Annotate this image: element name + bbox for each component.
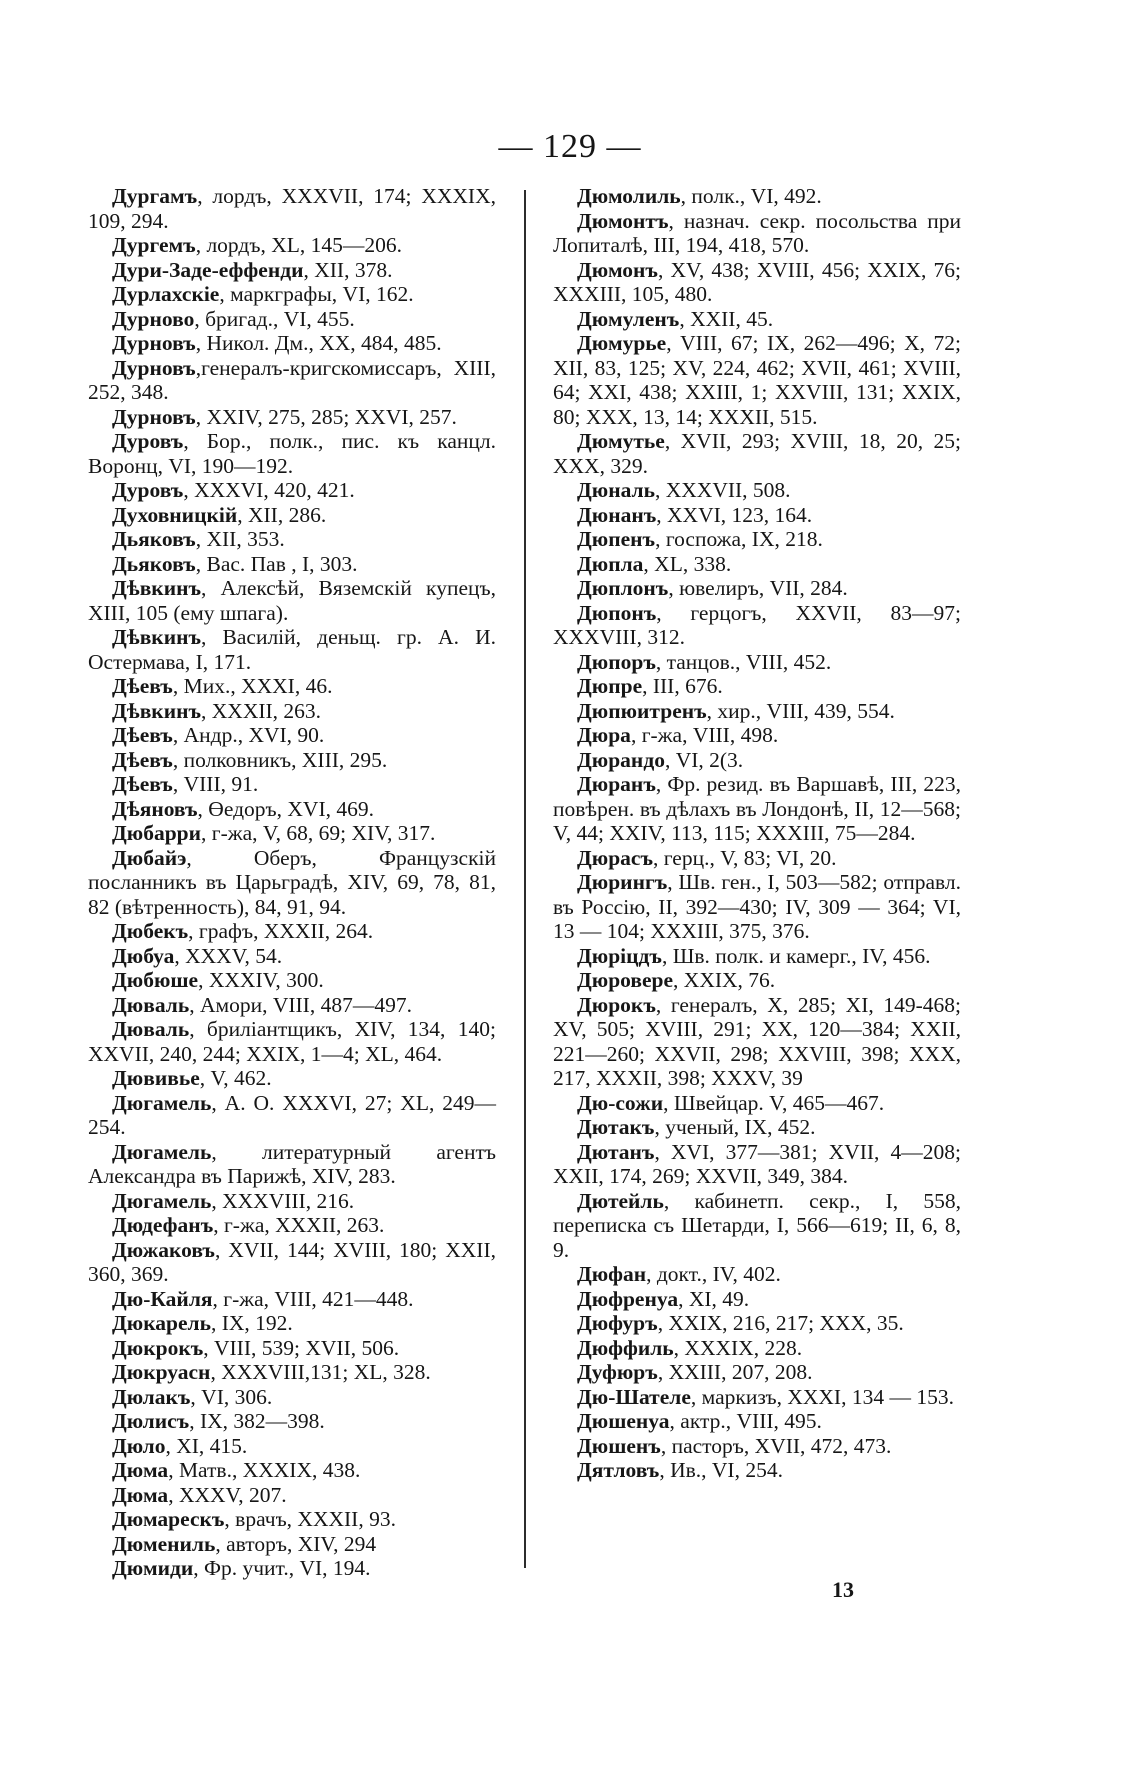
entry-references: , Андр., XVI, 90. <box>172 723 325 747</box>
entry-name: Дюло <box>112 1433 166 1458</box>
entry-references: , пасторъ, XVII, 472, 473. <box>660 1433 892 1458</box>
entry-name: Дю-сожи <box>577 1090 664 1115</box>
entry-references: , XV, 438; XVIII, 456; XXIX, 76; XXXIII, 105, 480. <box>553 257 961 306</box>
entry-references: , XXXIV, 300. <box>198 968 324 992</box>
entry-name: Дюшенъ <box>577 1433 661 1458</box>
entry-references: ,генералъ-кригскомиссаръ, XIII, 252, 348. <box>88 355 496 404</box>
entry-references: , XXXV, 207. <box>168 1482 287 1507</box>
index-entry <box>88 1311 496 1336</box>
entry-name: Дюрасъ <box>577 845 654 870</box>
entry-name: Дю-Кайля <box>112 1286 213 1311</box>
entry-name: Дюранъ <box>577 772 656 796</box>
entry-name: Дюпюитренъ <box>577 698 707 723</box>
entry-references: , Мих., XXXI, 46. <box>172 674 333 698</box>
entry-references: , VIII, 91. <box>172 772 259 796</box>
index-entry <box>553 601 961 650</box>
entry-name: Дюлисъ <box>112 1409 190 1433</box>
entry-name: Дюжаковъ <box>112 1237 215 1262</box>
entry-name: Дятловъ <box>577 1458 660 1482</box>
entry-name: Дюгамель <box>112 1188 212 1213</box>
entry-references: , XVI, 377—381; XVII, 4—208; XXII, 174, 269; XXVII, 349, 384. <box>553 1139 961 1188</box>
entry-name: Дюплонъ <box>577 576 669 600</box>
index-entry <box>88 1385 496 1410</box>
index-entry <box>553 1409 961 1434</box>
entry-references: , герцогъ, XXVII, 83—97; XXXVIII, 312. <box>553 600 961 649</box>
entry-name: Дургемъ <box>112 233 196 257</box>
entry-name: Дурновъ <box>112 331 196 355</box>
index-entry <box>553 429 961 478</box>
entry-name: Дуфюръ <box>577 1360 658 1384</box>
index-entry <box>88 405 496 430</box>
entry-name: Дюфренуа <box>577 1286 679 1311</box>
entry-name: Дюгамель <box>112 1090 212 1115</box>
entry-references: , III, 676. <box>642 674 723 698</box>
entry-references: , литературный агентъ Александра въ Парижѣ, XIV, 283. <box>88 1139 496 1188</box>
index-entry <box>88 1091 496 1140</box>
index-entry <box>88 723 496 748</box>
index-entry <box>553 1091 961 1116</box>
index-entry <box>88 184 496 233</box>
index-entry <box>553 846 961 871</box>
entry-references: , маркизъ, XXXI, 134 — 153. <box>690 1384 954 1409</box>
entry-name: Дурлахскіе <box>112 282 220 306</box>
index-entry <box>553 503 961 528</box>
entry-name: Дѣяновъ <box>112 796 198 821</box>
entry-name: Дѣевъ <box>112 674 173 698</box>
entry-name: Дуровъ <box>112 429 184 453</box>
entry-name: Дюмениль <box>112 1531 216 1556</box>
entry-references: , ювелиръ, VII, 284. <box>668 576 848 600</box>
column-divider <box>524 190 526 1568</box>
entry-references: , VIII, 539; XVII, 506. <box>203 1335 400 1360</box>
signature-mark: 13 <box>832 1577 854 1602</box>
index-entry <box>88 1287 496 1312</box>
entry-name: Дюрокъ <box>577 992 656 1017</box>
entry-references: , XVII, 293; XVIII, 18, 20, 25; XXX, 329. <box>553 429 961 478</box>
index-entry <box>88 282 496 307</box>
entry-name: Дюмуленъ <box>577 306 680 331</box>
index-entry <box>88 1238 496 1287</box>
entry-name: Дюмурье <box>577 331 667 355</box>
entry-references: , Өедоръ, XVI, 469. <box>197 796 374 821</box>
entry-name: Дюкарель <box>112 1311 211 1335</box>
entry-name: Дюма <box>112 1482 169 1507</box>
entry-references: , XXXVII, 508. <box>654 478 791 502</box>
entry-name: Дюмарескъ <box>112 1507 225 1531</box>
entry-name: Дюпре <box>577 674 643 698</box>
entry-name: Дюровере <box>577 968 674 992</box>
entry-name: Дюмонтъ <box>577 208 669 233</box>
index-entry <box>88 1140 496 1189</box>
entry-name: Дюкрокъ <box>112 1335 204 1360</box>
entry-references: , XXIX, 76. <box>673 968 776 992</box>
index-entry <box>553 1287 961 1312</box>
index-entry <box>553 723 961 748</box>
entry-references: , Оберъ, Французскій посланникъ въ Царьградѣ, XIV, 69, 78, 81, 82 (вѣтренность), 84, 91, 94. <box>88 845 496 919</box>
entry-name: Дюфуръ <box>577 1311 658 1335</box>
index-entry <box>88 919 496 944</box>
index-entry <box>88 1409 496 1434</box>
entry-references: , кабинетп. секр., I, 558, переписка съ Шетарди, I, 566—619; II, 6, 8, 9. <box>553 1188 961 1262</box>
entry-references: , герц., V, 83; VI, 20. <box>653 845 837 870</box>
index-entry <box>88 527 496 552</box>
entry-name: Дѣвкинъ <box>112 698 202 723</box>
entry-name: Дюгамель <box>112 1139 212 1164</box>
entry-references: , г-жа, VIII, 498. <box>630 723 779 747</box>
entry-references: , актр., VIII, 495. <box>669 1409 822 1433</box>
entry-references: , XXXII, 263. <box>201 698 322 723</box>
entry-references: , полковникъ, XIII, 295. <box>172 747 388 772</box>
index-entry <box>88 1017 496 1066</box>
index-entry <box>553 576 961 601</box>
entry-references: , XI, 415. <box>165 1433 248 1458</box>
index-entry <box>88 258 496 283</box>
entry-name: Дурново <box>112 306 195 331</box>
entry-references: , XVII, 144; XVIII, 180; XXII, 360, 369. <box>88 1237 496 1286</box>
index-entry <box>88 772 496 797</box>
entry-references: , Амори, VIII, 487—497. <box>189 992 412 1017</box>
index-entry <box>553 1311 961 1336</box>
entry-name: Дюрингъ <box>577 870 668 894</box>
entry-name: Дюмутье <box>577 429 665 453</box>
entry-name: Дюффиль <box>577 1335 674 1360</box>
entry-name: Дюфан <box>577 1262 647 1286</box>
entry-references: , IX, 192. <box>210 1311 293 1335</box>
entry-references: , Ив., VI, 254. <box>659 1458 783 1482</box>
index-entry <box>553 1262 961 1287</box>
right-column <box>553 184 961 1483</box>
index-entry <box>88 1066 496 1091</box>
entry-name: Духовницкій <box>112 502 238 527</box>
index-entry <box>553 184 961 209</box>
index-entry <box>88 748 496 773</box>
entry-name: Дюбюше <box>112 968 199 992</box>
entry-references: , XXII, 45. <box>679 306 774 331</box>
entry-references: , XXXVIII,131; XL, 328. <box>210 1360 431 1384</box>
entry-name: Дюбуа <box>112 943 175 968</box>
entry-name: Дюмиди <box>112 1556 194 1580</box>
entry-references: , А. О. XXXVI, 27; XL, 249—254. <box>88 1090 496 1139</box>
entry-name: Дюбарри <box>112 821 202 845</box>
entry-references: , бригад., VI, 455. <box>194 306 355 331</box>
entry-references: , танцов., VIII, 452. <box>655 649 832 674</box>
entry-name: Дюма <box>112 1458 169 1482</box>
entry-references: , хир., VIII, 439, 554. <box>706 698 895 723</box>
entry-references: , XXVI, 123, 164. <box>656 502 813 527</box>
entry-name: Дьяковъ <box>112 527 196 551</box>
entry-name: Дѣевъ <box>112 747 173 772</box>
index-entry <box>553 1336 961 1361</box>
index-entry <box>553 1115 961 1140</box>
index-entry <box>88 944 496 969</box>
entry-references: , VI, 2(3. <box>664 747 744 772</box>
entry-name: Дьяковъ <box>112 551 196 576</box>
entry-references: , авторъ, XIV, 294 <box>215 1531 377 1556</box>
entry-references: , Швейцар. V, 465—467. <box>663 1090 885 1115</box>
entry-references: , Шв. ген., I, 503—582; отправл. въ Россію, II, 392—430; IV, 309 — 364; VI, 13 — 104; XXXIII, 375, 376. <box>553 870 961 943</box>
page-number: — 129 — <box>498 128 642 165</box>
index-entry <box>88 1360 496 1385</box>
entry-references: , генералъ, X, 285; XI, 149-468; XV, 505; XVIII, 291; XX, 120—384; XXII, 221—260; XXVII, 298; XXVIII, 398; XXX, 217, XXXII, 398; XXXV, 39 <box>553 992 961 1090</box>
entry-references: , XL, 338. <box>643 551 732 576</box>
entry-references: , докт., IV, 402. <box>646 1262 781 1286</box>
index-entry <box>88 478 496 503</box>
entry-references: , госпожа, IX, 218. <box>655 527 823 551</box>
index-entry <box>88 503 496 528</box>
index-entry <box>88 846 496 920</box>
index-entry <box>88 1532 496 1557</box>
entry-references: , XII, 353. <box>195 527 285 551</box>
entry-references: , Шв. полк. и камерг., IV, 456. <box>661 943 931 968</box>
entry-references: , лордъ, XXXVII, 174; XXXIX, 109, 294. <box>88 184 496 233</box>
index-entry <box>553 209 961 258</box>
entry-references: , ученый, IX, 452. <box>654 1115 816 1139</box>
entry-name: Дюбекъ <box>112 919 189 943</box>
index-entry <box>88 797 496 822</box>
entry-references: , Алексѣй, Вяземскій купецъ, XIII, 105 (ему шпага). <box>88 576 496 625</box>
entry-name: Дюпонъ <box>577 600 657 625</box>
index-entry <box>88 821 496 846</box>
entry-references: , Бор., полк., пис. къ канцл. Воронц, VI, 190—192. <box>88 429 496 478</box>
entry-name: Дюрандо <box>577 747 665 772</box>
entry-name: Дюдефанъ <box>112 1213 214 1237</box>
index-entry <box>88 674 496 699</box>
entry-references: , Фр. резид. въ Варшавѣ, III, 223, повѣрен. въ дѣлахъ въ Лондонѣ, II, 12—568; V, 44; XXIV, 113, 115; XXXIII, 75—284. <box>553 772 961 845</box>
entry-references: , XXIV, 275, 285; XXVI, 257. <box>195 404 457 429</box>
entry-name: Дюшенуа <box>577 1409 670 1433</box>
entry-references: , Вас. Пав , I, 303. <box>195 551 358 576</box>
entry-name: Дюбайэ <box>112 845 187 870</box>
index-entry <box>553 1434 961 1459</box>
index-entry <box>88 699 496 724</box>
entry-references: , XXXV, 54. <box>174 943 283 968</box>
entry-name: Дуровъ <box>112 478 184 502</box>
entry-name: Дюваль <box>112 992 190 1017</box>
entry-references: , XII, 378. <box>303 257 393 282</box>
index-entry <box>88 1458 496 1483</box>
index-entry <box>553 674 961 699</box>
entry-references: , г-жа, V, 68, 69; XIV, 317. <box>201 821 436 845</box>
entry-name: Дюпенъ <box>577 527 656 551</box>
entry-name: Дурновъ <box>112 355 196 380</box>
entry-references: , XXXVIII, 216. <box>211 1188 355 1213</box>
entry-references: , г-жа, XXXII, 263. <box>213 1213 385 1237</box>
entry-references: , лордъ, XL, 145—206. <box>195 233 402 257</box>
entry-name: Дюра <box>577 723 631 747</box>
entry-name: Дюпла <box>577 551 644 576</box>
index-entry <box>88 356 496 405</box>
entry-references: , VI, 306. <box>190 1384 273 1409</box>
index-entry <box>553 650 961 675</box>
index-entry <box>553 1140 961 1189</box>
index-entry <box>88 1483 496 1508</box>
index-entry <box>553 527 961 552</box>
index-entry <box>88 1507 496 1532</box>
entry-name: Дурновъ <box>112 404 196 429</box>
entry-name: Дюріцдъ <box>577 943 662 968</box>
left-column <box>88 184 496 1581</box>
entry-references: , XXIII, 207, 208. <box>657 1360 813 1384</box>
index-entry <box>553 944 961 969</box>
index-entry <box>88 233 496 258</box>
entry-references: , IX, 382—398. <box>189 1409 325 1433</box>
entry-references: , врачъ, XXXII, 93. <box>224 1507 396 1531</box>
entry-references: , V, 462. <box>199 1066 272 1090</box>
entry-name: Дѣевъ <box>112 772 173 796</box>
index-entry <box>553 1189 961 1263</box>
entry-name: Дюнанъ <box>577 502 657 527</box>
index-entry <box>88 429 496 478</box>
entry-name: Дюмолиль <box>577 184 681 208</box>
entry-references: , полк., VI, 492. <box>680 184 822 208</box>
index-entry <box>553 993 961 1091</box>
entry-references: , Никол. Дм., XX, 484, 485. <box>195 331 442 355</box>
index-entry <box>88 331 496 356</box>
entry-references: , графъ, XXXII, 264. <box>188 919 374 943</box>
entry-name: Дювивье <box>112 1066 200 1090</box>
index-entry <box>553 258 961 307</box>
entry-name: Дютанъ <box>577 1139 655 1164</box>
entry-name: Дури-Заде-еффенди <box>112 257 304 282</box>
entry-name: Дѣвкинъ <box>112 625 202 649</box>
entry-references: , Матв., XXXIX, 438. <box>168 1458 361 1482</box>
index-entry <box>88 307 496 332</box>
entry-name: Дютейль <box>577 1188 664 1213</box>
entry-references: , XXIX, 216, 217; XXX, 35. <box>657 1311 904 1335</box>
index-entry <box>553 1458 961 1483</box>
entry-references: , VIII, 67; IX, 262—496; X, 72; XII, 83, 125; XV, 224, 462; XVII, 461; XVIII, 64; XXI, 438; XXIII, 1; XXVIII, 131; XXIX, 80; XXX, 13, 14; XXXII, 515. <box>553 331 961 429</box>
index-entry <box>553 1360 961 1385</box>
index-entry <box>88 625 496 674</box>
entry-name: Дюкруасн <box>112 1360 211 1384</box>
entry-name: Дюпоръ <box>577 649 656 674</box>
entry-references: , Фр. учит., VI, 194. <box>193 1556 371 1580</box>
entry-name: Дюналь <box>577 478 655 502</box>
index-entry <box>553 552 961 577</box>
entry-references: , назнач. секр. посольства при Лопиталѣ, III, 194, 418, 570. <box>553 208 961 257</box>
index-entry <box>88 993 496 1018</box>
entry-references: , XI, 49. <box>678 1286 750 1311</box>
entry-name: Дютакъ <box>577 1115 655 1139</box>
entry-name: Дюлакъ <box>112 1384 191 1409</box>
index-entry <box>553 478 961 503</box>
index-entry <box>553 331 961 429</box>
index-entry <box>553 1385 961 1410</box>
entry-name: Дюмонъ <box>577 257 658 282</box>
entry-references: , бриліантщикъ, XIV, 134, 140; XXVII, 240, 244; XXIX, 1—4; XL, 464. <box>88 1017 496 1066</box>
index-entry <box>553 699 961 724</box>
entry-name: Дургамъ <box>112 184 198 208</box>
index-entry <box>553 748 961 773</box>
index-entry <box>88 1434 496 1459</box>
index-entry <box>553 968 961 993</box>
index-entry <box>88 1556 496 1581</box>
index-entry <box>88 576 496 625</box>
entry-name: Дю-Шателе <box>577 1384 691 1409</box>
entry-references: , г-жа, VIII, 421—448. <box>212 1286 414 1311</box>
index-entry <box>88 1336 496 1361</box>
index-entry <box>88 1189 496 1214</box>
entry-name: Дѣевъ <box>112 723 173 747</box>
entry-references: , XII, 286. <box>237 502 327 527</box>
entry-name: Дѣвкинъ <box>112 576 202 600</box>
index-entry <box>553 870 961 944</box>
index-entry <box>88 1213 496 1238</box>
index-entry <box>88 552 496 577</box>
entry-references: , XXXIX, 228. <box>673 1335 803 1360</box>
index-entry <box>88 968 496 993</box>
entry-references: , XXXVI, 420, 421. <box>183 478 355 502</box>
index-entry <box>553 307 961 332</box>
index-entry <box>553 772 961 846</box>
entry-references: , маркграфы, VI, 162. <box>219 282 414 306</box>
entry-references: , Василій, деньщ. гр. А. И. Остермава, I, 171. <box>88 625 496 674</box>
entry-name: Дюваль <box>112 1017 190 1041</box>
